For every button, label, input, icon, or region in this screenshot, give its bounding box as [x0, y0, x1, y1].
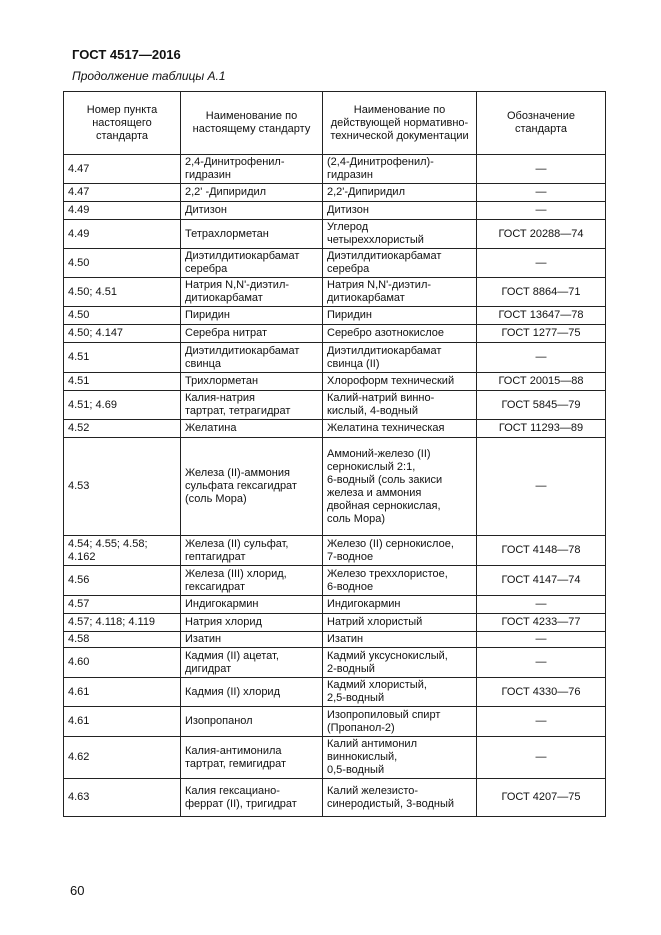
ntd-name-cell-line: синеродистый, 3-водный	[327, 797, 455, 810]
name-cell	[181, 391, 323, 420]
ntd-name-cell-line: Натрия N,N'-диэтил-	[327, 279, 432, 291]
name-cell	[181, 155, 323, 184]
ntd-name-cell-line: Пиридин	[327, 309, 372, 321]
clause-cell	[64, 614, 181, 632]
table-row	[64, 779, 606, 817]
name-cell	[181, 536, 323, 566]
ntd-name-cell-line: свинца (II)	[327, 357, 380, 370]
name-cell-line: Железа (II) сульфат,	[185, 537, 289, 550]
name-cell-line: Диэтилдитиокарбамат	[185, 250, 300, 262]
name-cell-line: тартрат, гемигидрат	[185, 757, 287, 770]
clause-cell-line: 4.51	[68, 375, 90, 387]
clause-cell	[64, 278, 181, 307]
name-cell	[181, 307, 323, 325]
clause-cell	[64, 779, 181, 817]
name-cell-line: 2,4-Динитрофенил-	[185, 156, 285, 168]
ntd-name-cell-line: Желатина техническая	[327, 422, 445, 434]
standard-cell: ГОСТ 4207—75	[477, 779, 606, 817]
name-cell	[181, 202, 323, 220]
name-cell	[181, 325, 323, 343]
clause-cell-line: 4.56	[68, 574, 90, 586]
clause-cell-line: 4.49	[68, 204, 90, 216]
ntd-name-cell-line: Углерод	[327, 221, 369, 233]
table-row	[64, 596, 606, 614]
ntd-name-cell-line: Диэтилдитиокарбамат	[327, 344, 442, 357]
table-row	[64, 737, 606, 779]
clause-cell	[64, 707, 181, 737]
clause-cell	[64, 373, 181, 391]
table-row	[64, 307, 606, 325]
ntd-name-cell	[323, 536, 477, 566]
ntd-name-cell-line: Кадмий уксуснокислый,	[327, 649, 448, 662]
table-row	[64, 325, 606, 343]
name-cell-line: Пиридин	[185, 309, 230, 321]
column-header-ntd-name: Наименование по действующей нормативно-технической документации	[323, 92, 477, 155]
name-cell-line: (соль Мора)	[185, 493, 247, 505]
ntd-name-cell	[323, 155, 477, 184]
ntd-name-cell-line: сернокислый 2:1,	[327, 460, 416, 473]
table-header-row	[64, 92, 606, 155]
table-row	[64, 220, 606, 249]
ntd-name-cell-line: Хлороформ технический	[327, 375, 455, 387]
standard-cell: —	[477, 596, 606, 614]
table-row	[64, 391, 606, 420]
standard-cell: —	[477, 737, 606, 779]
name-cell-line: Кадмия (II) хлорид	[185, 685, 280, 698]
name-cell-line: Изопропанол	[185, 715, 253, 727]
clause-cell	[64, 420, 181, 438]
ntd-name-cell-line: 6-водное	[327, 580, 374, 593]
table-body	[64, 155, 606, 817]
name-cell-line: гексагидрат	[185, 580, 246, 593]
column-header-standard: Обозначение стандарта	[477, 92, 606, 155]
name-cell-line: Индигокармин	[185, 598, 259, 610]
ntd-name-cell	[323, 632, 477, 648]
clause-cell	[64, 596, 181, 614]
standard-cell: ГОСТ 4233—77	[477, 614, 606, 632]
table-row	[64, 278, 606, 307]
name-cell	[181, 737, 323, 779]
ntd-name-cell-line: серебра	[327, 263, 370, 275]
ntd-name-cell-line: четыреххлористый	[327, 234, 424, 246]
standard-cell: —	[477, 249, 606, 278]
ntd-name-cell	[323, 779, 477, 817]
name-cell-line: Натрия хлорид	[185, 616, 262, 628]
reagents-table	[63, 91, 606, 817]
ntd-name-cell	[323, 737, 477, 779]
name-cell-line: Железа (III) хлорид,	[185, 567, 287, 580]
name-cell-line: гептагидрат	[185, 550, 246, 563]
ntd-name-cell-line: Кадмий хлористый,	[327, 679, 427, 691]
clause-cell-line: 4.50; 4.51	[68, 285, 117, 298]
clause-cell	[64, 343, 181, 373]
clause-cell-line: 4.61	[68, 685, 90, 698]
clause-cell	[64, 438, 181, 536]
standard-cell: ГОСТ 13647—78	[477, 307, 606, 325]
clause-cell	[64, 249, 181, 278]
ntd-name-cell	[323, 391, 477, 420]
clause-cell-line: 4.50; 4.147	[68, 327, 124, 339]
ntd-name-cell	[323, 614, 477, 632]
standard-cell: ГОСТ 4147—74	[477, 566, 606, 596]
standard-cell: ГОСТ 20288—74	[477, 220, 606, 249]
ntd-name-cell-line: Калий антимонил	[327, 738, 417, 750]
clause-cell	[64, 566, 181, 596]
name-cell	[181, 420, 323, 438]
name-cell-line: Натрия N,N'-диэтил-	[185, 279, 290, 291]
standard-cell: —	[477, 343, 606, 373]
ntd-name-cell	[323, 420, 477, 438]
ntd-name-cell-line: Аммоний-железо (II)	[327, 447, 431, 460]
ntd-name-cell	[323, 373, 477, 391]
name-cell	[181, 596, 323, 614]
clause-cell	[64, 648, 181, 678]
name-cell-line: Тетрахлорметан	[185, 227, 269, 240]
clause-cell-line: 4.50	[68, 309, 90, 321]
standard-cell: —	[477, 155, 606, 184]
clause-cell	[64, 632, 181, 648]
clause-cell-line: 4.60	[68, 656, 90, 668]
ntd-name-cell	[323, 343, 477, 373]
ntd-name-cell-line: Серебро азотнокислое	[327, 327, 445, 339]
name-cell-line: серебра	[185, 263, 228, 275]
name-cell	[181, 779, 323, 817]
clause-cell-line: 4.49	[68, 227, 90, 240]
ntd-name-cell-line: 2-водный	[327, 662, 375, 675]
name-cell-line: Трихлорметан	[185, 375, 259, 387]
ntd-name-cell	[323, 220, 477, 249]
table-row	[64, 438, 606, 536]
name-cell-line: гидразин	[185, 169, 231, 181]
clause-cell-line: 4.52	[68, 422, 90, 434]
ntd-name-cell	[323, 707, 477, 737]
clause-cell-line: 4.58	[68, 633, 90, 645]
clause-cell-line: 4.51; 4.69	[68, 398, 117, 411]
standard-cell: —	[477, 707, 606, 737]
ntd-name-cell-line: Дитизон	[327, 204, 369, 216]
name-cell-line: дигидрат	[185, 662, 232, 675]
name-cell-line: Желатина	[185, 422, 237, 434]
clause-cell-line: 4.47	[68, 162, 90, 175]
ntd-name-cell	[323, 278, 477, 307]
name-cell	[181, 249, 323, 278]
clause-cell	[64, 737, 181, 779]
clause-cell-line: 4.57; 4.118; 4.119	[68, 616, 156, 628]
ntd-name-cell	[323, 184, 477, 202]
name-cell-line: Кадмия (II) ацетат,	[185, 649, 279, 662]
ntd-name-cell	[323, 438, 477, 536]
column-header-clause: Номер пункта настоящего стандарта	[64, 92, 181, 155]
name-cell-line: тартрат, тетрагидрат	[185, 405, 291, 417]
clause-cell	[64, 307, 181, 325]
standard-cell: ГОСТ 4330—76	[477, 678, 606, 707]
name-cell-line: Калия гексациано-	[185, 784, 280, 797]
standard-cell: —	[477, 202, 606, 220]
page-number: 60	[70, 883, 85, 898]
name-cell-line: Калия-антимонила	[185, 744, 282, 757]
clause-cell-line: 4.53	[68, 480, 90, 492]
ntd-name-cell-line: Натрий хлористый	[327, 616, 423, 628]
name-cell	[181, 648, 323, 678]
name-cell-line: Железа (II)-аммония	[185, 467, 290, 479]
ntd-name-cell-line: Железо треххлористое,	[327, 567, 448, 580]
ntd-name-cell-line: соль Мора)	[327, 512, 386, 525]
ntd-name-cell-line: Индигокармин	[327, 598, 401, 610]
ntd-name-cell-line: кислый, 4-водный	[327, 405, 418, 417]
ntd-name-cell-line: Железо (II) сернокислое,	[327, 537, 454, 550]
standard-cell: ГОСТ 8864—71	[477, 278, 606, 307]
standard-cell: ГОСТ 5845—79	[477, 391, 606, 420]
clause-cell	[64, 220, 181, 249]
ntd-name-cell-line: виннокислый,	[327, 751, 398, 763]
name-cell	[181, 707, 323, 737]
ntd-name-cell-line: Диэтилдитиокарбамат	[327, 250, 442, 262]
standard-cell: —	[477, 648, 606, 678]
clause-cell-line: 4.50	[68, 256, 90, 269]
table-row	[64, 184, 606, 202]
ntd-name-cell	[323, 566, 477, 596]
ntd-name-cell	[323, 249, 477, 278]
ntd-name-cell-line: двойная сернокислая,	[327, 499, 441, 512]
name-cell	[181, 184, 323, 202]
table-row	[64, 155, 606, 184]
clause-cell-line: 4.47	[68, 186, 90, 198]
name-cell	[181, 220, 323, 249]
table-row	[64, 420, 606, 438]
ntd-name-cell	[323, 202, 477, 220]
name-cell-line: дитиокарбамат	[185, 292, 263, 304]
name-cell-line: свинца	[185, 357, 221, 370]
standard-cell: ГОСТ 11293—89	[477, 420, 606, 438]
ntd-name-cell	[323, 678, 477, 707]
ntd-name-cell-line: 2,5-водный	[327, 692, 385, 704]
table-continuation-caption: Продолжение таблицы А.1	[72, 69, 226, 83]
name-cell-line: сульфата гексагидрат	[185, 480, 297, 492]
clause-cell-line: 4.54; 4.55; 4.58;	[68, 537, 148, 550]
standard-cell: ГОСТ 1277—75	[477, 325, 606, 343]
clause-cell	[64, 184, 181, 202]
name-cell	[181, 373, 323, 391]
table-row	[64, 707, 606, 737]
clause-cell	[64, 155, 181, 184]
name-cell-line: Диэтилдитиокарбамат	[185, 344, 300, 357]
clause-cell	[64, 391, 181, 420]
name-cell	[181, 614, 323, 632]
ntd-name-cell	[323, 596, 477, 614]
ntd-name-cell-line: (Пропанол-2)	[327, 721, 395, 734]
name-cell	[181, 278, 323, 307]
ntd-name-cell-line: (2,4-Динитрофенил)-	[327, 156, 434, 168]
name-cell	[181, 343, 323, 373]
standard-cell: ГОСТ 4148—78	[477, 536, 606, 566]
ntd-name-cell-line: 6-водный (соль закиси	[327, 473, 443, 486]
doc-title: ГОСТ 4517—2016	[72, 47, 181, 62]
table-row	[64, 536, 606, 566]
table-row	[64, 678, 606, 707]
name-cell	[181, 566, 323, 596]
ntd-name-cell-line: 7-водное	[327, 550, 374, 563]
clause-cell	[64, 536, 181, 566]
table-row	[64, 249, 606, 278]
name-cell-line: Дитизон	[185, 204, 227, 216]
name-cell	[181, 438, 323, 536]
name-cell	[181, 632, 323, 648]
standard-cell: —	[477, 438, 606, 536]
name-cell-line: Изатин	[185, 633, 222, 645]
ntd-name-cell-line: Калий-натрий винно-	[327, 392, 435, 404]
ntd-name-cell-line: железа и аммония	[327, 486, 422, 499]
name-cell	[181, 678, 323, 707]
ntd-name-cell-line: 0,5-водный	[327, 764, 385, 776]
ntd-name-cell-line: Изопропиловый спирт	[327, 708, 441, 721]
table-row	[64, 202, 606, 220]
table-row	[64, 373, 606, 391]
ntd-name-cell	[323, 307, 477, 325]
clause-cell-line: 4.63	[68, 791, 90, 803]
table-row	[64, 648, 606, 678]
ntd-name-cell	[323, 325, 477, 343]
name-cell-line: Серебра нитрат	[185, 327, 268, 339]
name-cell-line: Калия-натрия	[185, 392, 255, 404]
clause-cell-line: 4.62	[68, 751, 90, 763]
clause-cell-line: 4.57	[68, 598, 90, 610]
clause-cell	[64, 678, 181, 707]
ntd-name-cell	[323, 648, 477, 678]
table-row	[64, 566, 606, 596]
clause-cell-line: 4.162	[68, 550, 96, 563]
ntd-name-cell-line: гидразин	[327, 169, 373, 181]
column-header-name: Наименование по настоящему стандарту	[181, 92, 323, 155]
clause-cell	[64, 202, 181, 220]
ntd-name-cell-line: Изатин	[327, 633, 364, 645]
table-row	[64, 614, 606, 632]
ntd-name-cell-line: дитиокарбамат	[327, 292, 405, 304]
name-cell-line: 2,2' -Дипиридил	[185, 186, 267, 198]
clause-cell	[64, 325, 181, 343]
clause-cell-line: 4.61	[68, 715, 90, 727]
table-row	[64, 632, 606, 648]
name-cell-line: феррат (II), тригидрат	[185, 797, 297, 810]
standard-cell: —	[477, 632, 606, 648]
standard-cell: ГОСТ 20015—88	[477, 373, 606, 391]
ntd-name-cell-line: 2,2'-Дипиридил	[327, 186, 405, 198]
standard-cell: —	[477, 184, 606, 202]
ntd-name-cell-line: Калий железисто-	[327, 784, 419, 797]
clause-cell-line: 4.51	[68, 351, 90, 363]
table-row	[64, 343, 606, 373]
